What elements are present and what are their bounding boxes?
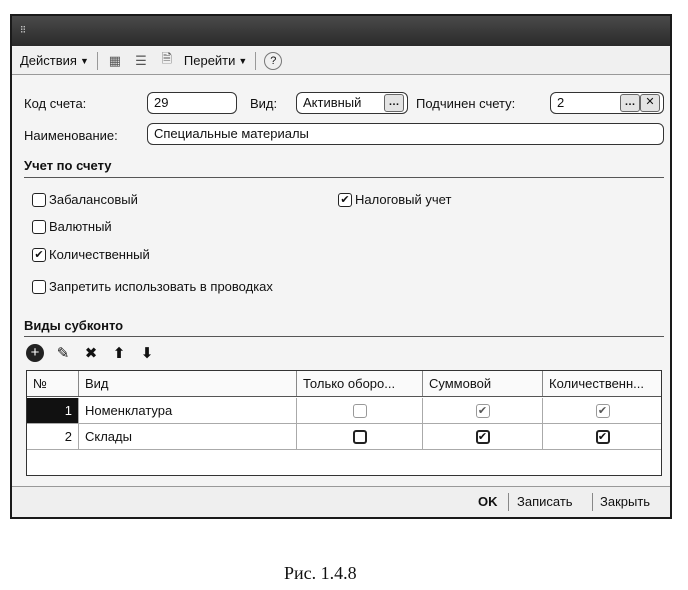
quantity-checkbox[interactable] <box>32 247 150 262</box>
goto-menu[interactable] <box>184 53 247 68</box>
footer-separator <box>592 493 593 511</box>
kind-value: Активный <box>303 95 362 110</box>
currency-label: Валютный <box>49 219 112 234</box>
checkbox-box[interactable] <box>32 220 46 234</box>
help-icon[interactable]: ? <box>264 52 282 70</box>
list-icon[interactable]: ☰ <box>135 52 147 68</box>
subconto-toolbar <box>26 344 156 362</box>
checkbox-box[interactable]: ✔ <box>338 193 352 207</box>
table-header <box>27 371 661 397</box>
toolbar <box>12 47 670 75</box>
row-qty-cell[interactable] <box>543 424 662 449</box>
clear-icon[interactable]: ✕ <box>640 94 660 112</box>
delete-icon[interactable]: ✖ <box>84 345 98 362</box>
chevron-down-icon: ▼ <box>238 55 248 66</box>
name-label: Наименование: <box>24 128 118 143</box>
document-icon[interactable]: 🗎 <box>161 50 173 66</box>
section-divider <box>24 336 664 337</box>
column-header-kind[interactable]: Вид <box>79 371 297 396</box>
kind-select-button[interactable]: … <box>384 94 404 112</box>
toolbar-separator <box>97 52 98 70</box>
move-down-icon[interactable]: ⬇ <box>140 345 154 362</box>
actions-menu[interactable] <box>20 53 89 68</box>
account-form-window <box>10 14 672 519</box>
parent-select-button[interactable]: … <box>620 94 640 112</box>
code-field[interactable]: 29 <box>147 92 237 114</box>
subconto-section-title: Виды субконто <box>24 318 124 333</box>
ok-button[interactable]: OK <box>478 494 498 509</box>
actions-menu-label: Действия <box>20 53 77 68</box>
currency-checkbox[interactable] <box>32 219 112 234</box>
parent-account-label: Подчинен счету: <box>416 96 516 111</box>
subconto-table <box>26 370 662 476</box>
offbalance-checkbox[interactable] <box>32 192 138 207</box>
checkbox-box[interactable] <box>32 280 46 294</box>
checkbox-box[interactable] <box>353 404 367 418</box>
structure-icon[interactable]: ▦ <box>108 52 122 68</box>
checkbox-box[interactable] <box>353 430 367 444</box>
column-header-sum[interactable]: Суммовой <box>423 371 543 396</box>
row-kind-cell[interactable]: Номенклатура <box>79 398 297 423</box>
checkbox-box[interactable]: ✔ <box>596 430 610 444</box>
code-label: Код счета: <box>24 96 87 111</box>
quantity-label: Количественный <box>49 247 150 262</box>
forbid-postings-checkbox[interactable] <box>32 279 273 294</box>
column-header-qty[interactable]: Количественн... <box>549 376 645 391</box>
move-up-icon[interactable]: ⬆ <box>112 345 126 362</box>
tax-checkbox[interactable] <box>338 192 451 207</box>
tax-label: Налоговый учет <box>355 192 452 207</box>
column-header-num[interactable]: № <box>27 371 79 396</box>
row-turnover-cell[interactable] <box>297 424 423 449</box>
edit-icon[interactable]: ✎ <box>56 345 70 362</box>
row-sum-cell[interactable] <box>423 424 543 449</box>
row-turnover-cell[interactable] <box>297 398 423 423</box>
forbid-postings-label: Запретить использовать в проводках <box>49 279 273 294</box>
footer-separator <box>508 493 509 511</box>
kind-label: Вид: <box>250 96 278 111</box>
section-divider <box>24 177 664 178</box>
title-bar[interactable] <box>12 16 670 46</box>
row-num-cell[interactable]: 1 <box>27 398 79 423</box>
checkbox-box[interactable] <box>32 193 46 207</box>
column-header-turnover-only[interactable]: Только оборо... <box>297 371 423 396</box>
close-button[interactable]: Закрыть <box>600 494 651 509</box>
account-section-title: Учет по счету <box>24 158 112 173</box>
checkbox-box[interactable]: ✔ <box>476 430 490 444</box>
table-row[interactable] <box>27 398 661 424</box>
window-menu-icon[interactable]: ⁝⁝ <box>20 24 25 36</box>
checkbox-box[interactable]: ✔ <box>32 248 46 262</box>
row-num-cell[interactable]: 2 <box>27 424 79 449</box>
table-row[interactable] <box>27 424 661 450</box>
row-sum-cell[interactable] <box>423 398 543 423</box>
chevron-down-icon: ▼ <box>79 55 89 66</box>
goto-menu-label: Перейти <box>183 53 236 68</box>
figure-caption: Рис. 1.4.8 <box>284 563 357 583</box>
add-icon[interactable]: + <box>26 344 44 362</box>
save-button[interactable]: Записать <box>517 494 573 509</box>
footer-bar <box>12 486 670 517</box>
parent-account-value: 2 <box>557 95 565 110</box>
checkbox-box[interactable]: ✔ <box>596 404 610 418</box>
offbalance-label: Забалансовый <box>49 192 138 207</box>
row-qty-cell[interactable] <box>543 398 662 423</box>
toolbar-separator <box>255 52 256 70</box>
name-field[interactable]: Специальные материалы <box>147 123 664 145</box>
checkbox-box[interactable]: ✔ <box>476 404 490 418</box>
row-kind-cell[interactable]: Склады <box>79 424 297 449</box>
